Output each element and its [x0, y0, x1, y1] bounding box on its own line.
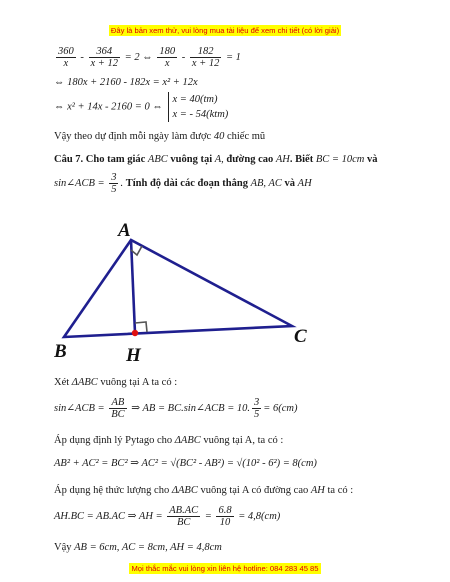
- hotline-banner: Mọi thắc mắc vui lòng xin liên hệ hotline: 084 283 45 85: [131, 564, 319, 573]
- point-h: [132, 330, 138, 336]
- equation-2: ⇔ 180x + 2160 - 182x = x² + 12x: [54, 77, 198, 88]
- final-answer: Vậy AB = 6cm, AC = 8cm, AH = 4,8cm: [54, 542, 222, 553]
- solution-he-thuc-equation: AH.BC = AB.AC ⇒ AH = $\frac{AB.AC}{BC}$ = $\frac{6.8}{10}$ = 4,8(cm): [54, 505, 281, 528]
- solution-pytago-equation: AB² + AC² = BC² ⇒ AC² = √(BC² - AB²) = √(10² - 6²) = 8(cm): [54, 458, 317, 469]
- conclusion-line: Vậy theo dự định mỗi ngày làm được 40 chiếc mũ: [54, 131, 266, 142]
- altitude-ah: [131, 240, 135, 333]
- solution-pytago-text: Áp dụng định lý Pytago cho ΔABC vuông tại A, ta có :: [54, 435, 284, 446]
- preview-banner: Đây là bản xem thử, vui lòng mua tài liệu để xem chi tiết (có lời giải): [110, 26, 340, 35]
- solution-system: x = 40(tm) x = - 54(ktm): [168, 92, 229, 122]
- label-c: C: [294, 326, 307, 347]
- triangle-abc: [64, 240, 292, 337]
- label-a: A: [118, 220, 131, 241]
- triangle-figure: [54, 210, 314, 365]
- label-b: B: [54, 341, 67, 362]
- solution-xet: Xét ΔABC vuông tại A ta có :: [54, 377, 178, 388]
- equation-1: $\frac{360}{x}$ - $\frac{364}{x + 12}$ = 2 ⇔ $\frac{180}{x}$ - $\frac{182}{x + 12}$ = 1: [58, 46, 241, 69]
- solution-he-thuc-text: Áp dụng hệ thức lượng cho ΔABC vuông tại A có đường cao AH ta có :: [54, 485, 354, 496]
- equation-3: ⇔ x² + 14x - 2160 = 0 ⇔ x = 40(tm) x = - 54(ktm): [54, 94, 229, 120]
- question-7-line-2: sin∠ACB = $\frac{3}{5}$ . Tính độ dài các đoạn thẳng AB, AC và AH: [54, 172, 312, 195]
- solution-sin: sin∠ACB = $\frac{AB}{BC}$ ⇒ AB = BC.sin∠ACB = 10. $\frac{3}{5}$ = 6(cm): [54, 397, 298, 420]
- label-h: H: [126, 345, 141, 365]
- question-7: Câu 7. Cho tam giác ABC vuông tại A, đường cao AH. Biết BC = 10cm và: [54, 154, 378, 165]
